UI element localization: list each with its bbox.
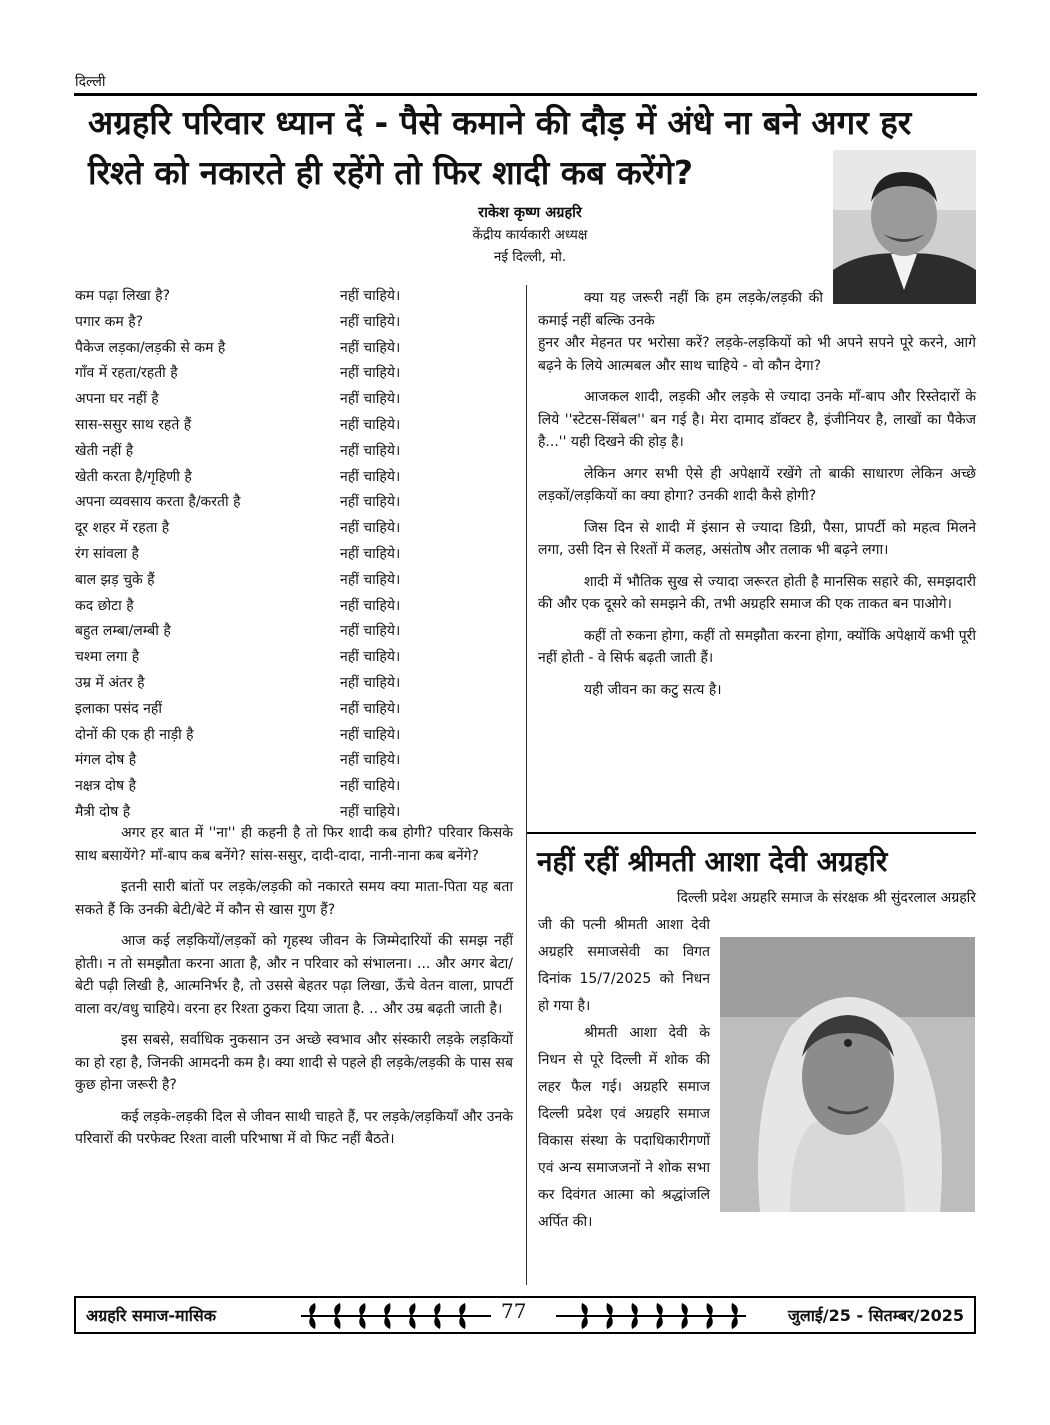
left-paragraph: इस सबसे, सर्वाधिक नुकसान उन अच्छे स्वभाव और संस्कारी लड़के लड़कियों का हो रहा है, जिनकी आमदनी कम है। क्या शादी से पहले ही लड़के/लड़की के पास सब कुछ होना जरूरी है? (75, 1032, 513, 1093)
list-item-answer: नहीं चाहिये। (340, 365, 401, 382)
list-item-question: मैत्री दोष है (75, 803, 131, 820)
list-item (75, 542, 513, 568)
list-item (75, 697, 513, 723)
list-item-question: दोनों की एक ही नाड़ी है (75, 726, 194, 743)
right-intro-paragraph: क्या यह जरूरी नहीं कि हम लड़के/लड़की की कमाई नहीं बल्कि उनके (538, 290, 823, 329)
list-item (75, 723, 513, 749)
list-item-question: रंग सांवला है (75, 545, 139, 562)
right-paragraph: जिस दिन से शादी में इंसान से ज्यादा डिग्री, पैसा, प्रापर्टी को महत्व मिलने लगा, उसी दिन से रिश्तों में कलह, असंतोष और तलाक भी बढ़ने लगा। (538, 519, 976, 558)
list-item-answer: नहीं चाहिये। (340, 545, 401, 562)
list-item-answer: नहीं चाहिये। (340, 391, 401, 408)
list-item-question: दूर शहर में रहता है (75, 520, 170, 537)
list-item-answer: नहीं चाहिये। (340, 752, 401, 769)
list-item (75, 490, 513, 516)
right-column-paragraphs (538, 332, 976, 710)
list-item-question: पैकेज लड़का/लड़की से कम है (75, 339, 226, 356)
vine-ornament-left-icon (301, 1301, 491, 1331)
list-item-answer: नहीं चाहिये। (340, 520, 401, 537)
list-item (75, 774, 513, 800)
obituary-portrait-icon (720, 937, 975, 1212)
right-intro-wrap (538, 287, 823, 332)
list-item-question: खेती करता है/गृहिणी है (75, 468, 192, 485)
right-paragraph: हुनर और मेहनत पर भरोसा करें? लड़के-लड़कियों को भी अपने सपने पूरे करने, आगे बढ़ने के लिये आत्मबल और साथ चाहिये - वो कौन देगा? (538, 335, 976, 374)
list-item-answer: नहीं चाहिये। (340, 778, 401, 795)
list-item-answer: नहीं चाहिये। (340, 623, 401, 640)
headline-line-1: अग्रहरि परिवार ध्यान दें - पैसे कमाने की दौड़ में अंधे ना बने अगर हर (88, 103, 912, 142)
list-item (75, 361, 513, 387)
author-block (400, 202, 660, 268)
list-item (75, 465, 513, 491)
list-item (75, 439, 513, 465)
list-item-question: नक्षत्र दोष है (75, 778, 137, 795)
list-item (75, 413, 513, 439)
list-item-question: बाल झड़ चुके हैं (75, 571, 155, 588)
list-item-answer: नहीं चाहिये। (340, 726, 401, 743)
author-designation: केंद्रीय कार्यकारी अध्यक्ष (472, 227, 588, 243)
right-paragraph: आजकल शादी, लड़की और लड़के से ज्यादा उनके माँ-बाप और रिस्तेदारों के लिये ''स्टेटस-सिंबल'' बन गई है। मेरा दामाद डॉक्टर है, इंजीनियर है, लाखों का पैकेज है...'' यही दिखने की होड़ है। (538, 389, 976, 450)
obituary-paragraph: जी की पत्नी श्रीमती आशा देवी अग्रहरि समाजसेवी का विगत दिनांक 15/7/2025 को निधन हो गया है। (538, 917, 710, 1014)
list-item (75, 310, 513, 336)
list-item (75, 645, 513, 671)
footer-issue-date: जुलाई/25 - सितम्बर/2025 (788, 1306, 964, 1325)
list-item (75, 336, 513, 362)
list-item (75, 619, 513, 645)
left-paragraph: इतनी सारी बांतों पर लड़के/लड़की को नकारते समय क्या माता-पिता यह बता सकते हैं कि उनकी बेटी/बेटे में कौन से खास गुण हैं? (75, 879, 513, 918)
headline-line-2: रिश्ते को नकारते ही रहेंगे तो फिर शादी कब करेंगे? (88, 153, 694, 192)
list-item-question: कद छोटा है (75, 597, 134, 614)
list-item-question: गाँव में रहता/रहती है (75, 365, 178, 382)
obituary-rule (527, 832, 976, 834)
list-item-question: सास-ससुर साथ रहते हैं (75, 416, 192, 433)
list-item-question: अपना घर नहीं है (75, 391, 159, 408)
obituary-paragraph: श्रीमती आशा देवी के निधन से पूरे दिल्ली में शोक की लहर फैल गई। अग्रहरि समाज दिल्ली प्रदेश एवं अग्रहरि समाज विकास संस्था के पदाधिकारीगणों एवं अन्य समाजजनों ने शोक सभा कर दिवंगत आत्मा को श्रद्धांजलि अर्पित की। (538, 1025, 710, 1230)
list-item-answer: नहीं चाहिये। (340, 700, 401, 717)
left-paragraph: अगर हर बात में ''ना'' ही कहनी है तो फिर शादी कब होगी? परिवार किसके साथ बसायेंगे? माँ-बाप कब बनेंगे? सांस-ससुर, दादी-दादा, नानी-नाना कब बनेंगे? (75, 825, 513, 864)
left-paragraph: कई लड़के-लड़की दिल से जीवन साथी चाहते हैं, पर लड़के/लड़कियाँ और उनके परिवारों की परफेक्ट रिश्ता वाली परिभाषा में वो फिट नहीं बैठते। (75, 1108, 513, 1147)
obituary-photo (720, 937, 975, 1212)
criteria-list (75, 284, 513, 826)
list-item-answer: नहीं चाहिये। (340, 442, 401, 459)
right-paragraph: शादी में भौतिक सुख से ज्यादा जरूरत होती है मानसिक सहारे की, समझदारी की और एक दूसरे को समझने की, तभी अग्रहरि समाज की एक ताकत बन पाओगे। (538, 573, 976, 612)
region-label: दिल्ली (75, 74, 106, 90)
list-item-answer: नहीं चाहिये। (340, 313, 401, 330)
list-item-question: कम पढ़ा लिखा है? (75, 288, 170, 304)
list-item-question: मंगल दोष है (75, 752, 137, 769)
list-item-question: उम्र में अंतर है (75, 674, 145, 691)
vine-ornament-right-icon (556, 1301, 746, 1331)
obituary-body (538, 912, 710, 1236)
list-item-answer: नहीं चाहिये। (340, 416, 401, 433)
left-paragraph: आज कई लड़कियों/लड़कों को गृहस्थ जीवन के जिम्मेदारियों की समझ नहीं होती। न तो समझौता करना आता है, और न परिवार को संभालना। ... और अगर बेटा/बेटी पढ़ी लिखी है, आत्मनिर्भर है, तो उससे बेहतर पढ़ा लिखा, ऊँचे वेतन वाला, प्रापर्टी वाला वर/वधु चाहिये। वरना हर रिश्ता ठुकरा दिया जाता है. .. और उम्र बढ़ती जाती है। (75, 933, 513, 1017)
footer-page-number: 77 (501, 1299, 527, 1323)
list-item (75, 748, 513, 774)
list-item-answer: नहीं चाहिये। (340, 468, 401, 485)
obituary-first-line: दिल्ली प्रदेश अग्रहरि समाज के संरक्षक श्री सुंदरलाल अग्रहरि (676, 890, 976, 906)
list-item-question: अपना व्यवसाय करता है/करती है (75, 494, 241, 511)
list-item-answer: नहीं चाहिये। (340, 597, 401, 614)
author-portrait-icon (833, 150, 976, 304)
list-item-question: चश्मा लगा है (75, 649, 140, 666)
list-item (75, 671, 513, 697)
top-rule (74, 93, 977, 96)
list-item-question: पगार कम है? (75, 313, 144, 330)
list-item (75, 568, 513, 594)
footer-magazine-name: अग्रहरि समाज-मासिक (86, 1306, 217, 1325)
left-column-paragraphs (75, 822, 513, 1160)
list-item (75, 594, 513, 620)
list-item (75, 284, 513, 310)
list-item (75, 516, 513, 542)
page-footer (74, 1296, 976, 1334)
right-paragraph: यही जीवन का कटु सत्य है। (584, 681, 722, 698)
list-item-answer: नहीं चाहिये। (340, 288, 401, 304)
list-item-question: खेती नहीं है (75, 442, 134, 459)
right-paragraph: कहीं तो रुकना होगा, कहीं तो समझौता करना होगा, क्योंकि अपेक्षायें कभी पूरी नहीं होती - वे सिर्फ बढ़ती जाती हैं। (538, 627, 976, 666)
list-item (75, 387, 513, 413)
list-item-answer: नहीं चाहिये। (340, 571, 401, 588)
list-item-answer: नहीं चाहिये। (340, 674, 401, 691)
right-paragraph: लेकिन अगर सभी ऐसे ही अपेक्षायें रखेंगे तो बाकी साधारण लेकिन अच्छे लड़कों/लड़कियों का क्या होगा? उनकी शादी कैसे होगी? (538, 465, 976, 504)
obituary-title: नहीं रहीं श्रीमती आशा देवी अग्रहरि (537, 845, 888, 878)
author-location: नई दिल्ली, मो. (493, 249, 567, 265)
author-photo (833, 150, 976, 304)
list-item-answer: नहीं चाहिये। (340, 803, 401, 820)
column-divider (526, 285, 527, 1285)
list-item-answer: नहीं चाहिये। (340, 649, 401, 666)
list-item-question: इलाका पसंद नहीं (75, 700, 162, 717)
list-item-question: बहुत लम्बा/लम्बी है (75, 623, 171, 640)
author-name: राकेश कृष्ण अग्रहरि (478, 205, 582, 221)
list-item-answer: नहीं चाहिये। (340, 339, 401, 356)
list-item-answer: नहीं चाहिये। (340, 494, 401, 511)
